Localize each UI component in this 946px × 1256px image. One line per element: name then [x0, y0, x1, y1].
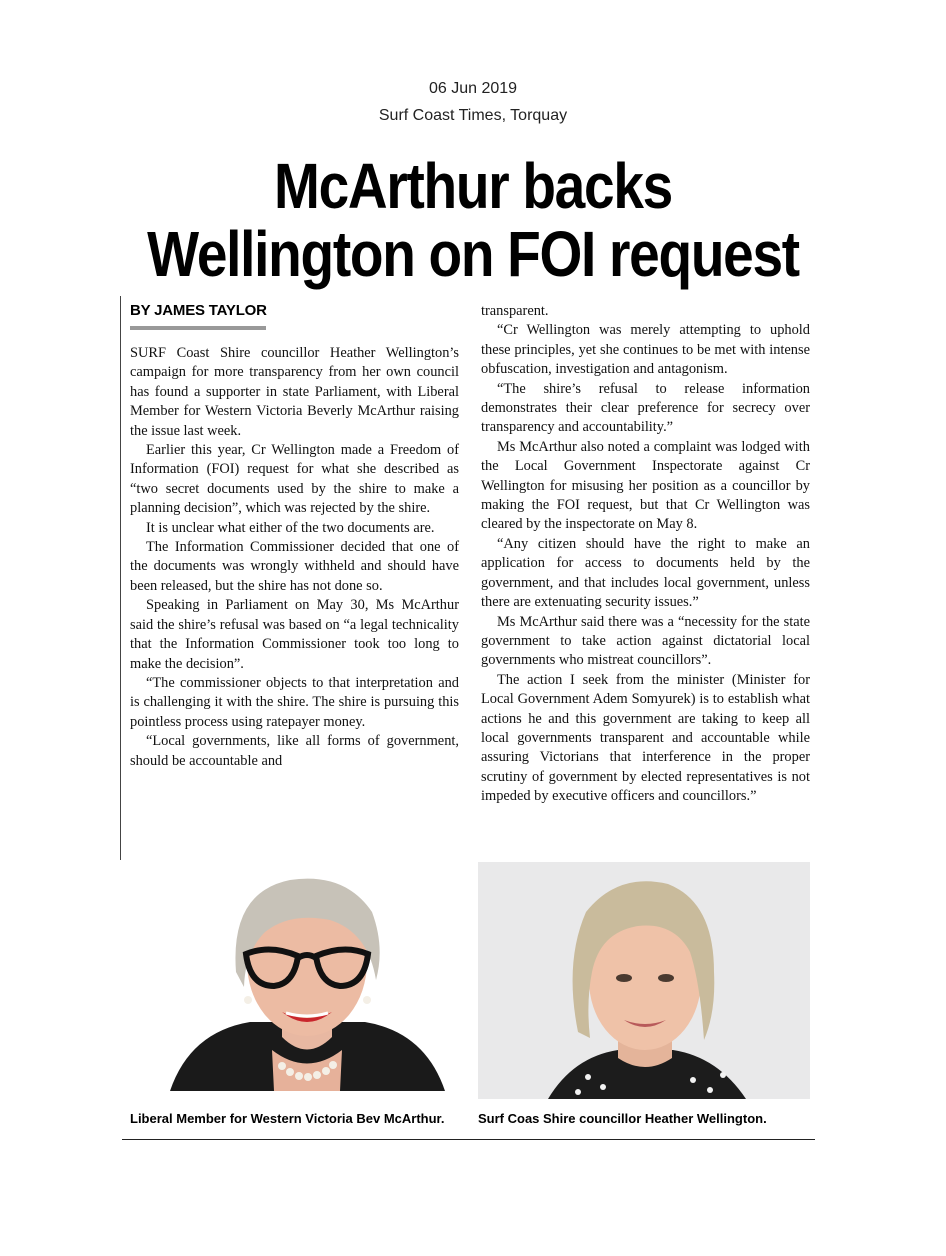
- headline-line-2: Wellington on FOI request: [147, 218, 799, 290]
- paragraph: “The shire’s refusal to release information demonstrates their clear preference for secrecy over transparency and accountability.”: [481, 380, 810, 436]
- byline-underline: [130, 326, 266, 330]
- photo-caption-2: Surf Coas Shire councillor Heather Wellington.: [478, 1111, 767, 1126]
- publication-line: Surf Coast Times, Torquay: [378, 107, 568, 124]
- paragraph: The Information Commissioner decided that one of the documents was wrongly withheld and should have been released, but the shire has not done so.: [130, 539, 459, 594]
- paragraph: Speaking in Parliament on May 30, Ms McArthur said the shire’s refusal was based on “a legal technicality that the Information Commissioner took too long to make the decision”.: [130, 597, 459, 672]
- paragraph: SURF Coast Shire councillor Heather Wellington’s campaign for more transparency from her own council has found a supporter in state Parliament, with Liberal Member for Western Victoria Beverly McArthur raising the issue last week.: [130, 345, 459, 439]
- bottom-divider: [122, 1139, 815, 1140]
- paragraph: Earlier this year, Cr Wellington made a Freedom of Information (FOI) request for what she described as “two secret documents used by the shire to make a planning decision”, which was rejected by the shire.: [130, 442, 459, 517]
- headline-line-1: McArthur backs: [274, 150, 672, 222]
- article-column-2: [481, 302, 810, 807]
- article-column-1: [130, 344, 459, 771]
- paragraph: “Cr Wellington was merely attempting to uphold these principles, yet she continues to be met with intense obfuscation, investigation and antagonism.: [481, 322, 810, 378]
- photo-bev-mcarthur: [170, 862, 445, 1091]
- column-left-rule: [120, 296, 121, 860]
- date-line: 06 Jun 2019: [428, 80, 518, 97]
- photo-heather-wellington: [478, 862, 810, 1099]
- paragraph: Ms McArthur said there was a “necessity for the state government to take action against dictatorial local governments who mistreat councillors”.: [481, 613, 810, 669]
- paragraph: The action I seek from the minister (Minister for Local Government Adem Somyurek) is to establish what actions he and this government are taking to keep all local governments transparent and accountable while assuring Victorians that interference in the proper scrutiny of government by elected representatives is not impeded by executive officers and councillors.”: [481, 671, 810, 805]
- paragraph: “Any citizen should have the right to make an application for access to documents held by the government, and that includes local government, unless there are extenuating security issues.”: [481, 535, 810, 611]
- paragraph-continuation: transparent.: [481, 303, 549, 319]
- portrait-illustration-2: [478, 862, 810, 1099]
- paragraph: “Local governments, like all forms of government, should be accountable and: [130, 733, 459, 769]
- paragraph: Ms McArthur also noted a complaint was lodged with the Local Government Inspectorate against Cr Wellington for misusing her position as a councillor by making the FOI request, but that Cr Wellington was cleared by the inspectorate on May 8.: [481, 438, 810, 533]
- portrait-illustration-1: [170, 862, 445, 1091]
- paragraph: It is unclear what either of the two documents are.: [146, 519, 435, 536]
- photo-caption-1: Liberal Member for Western Victoria Bev McArthur.: [130, 1111, 445, 1126]
- paragraph: “The commissioner objects to that interpretation and is challenging it with the shire. The shire is pursuing this pointless process using ratepayer money.: [130, 674, 459, 730]
- byline: BY JAMES TAYLOR: [130, 302, 267, 319]
